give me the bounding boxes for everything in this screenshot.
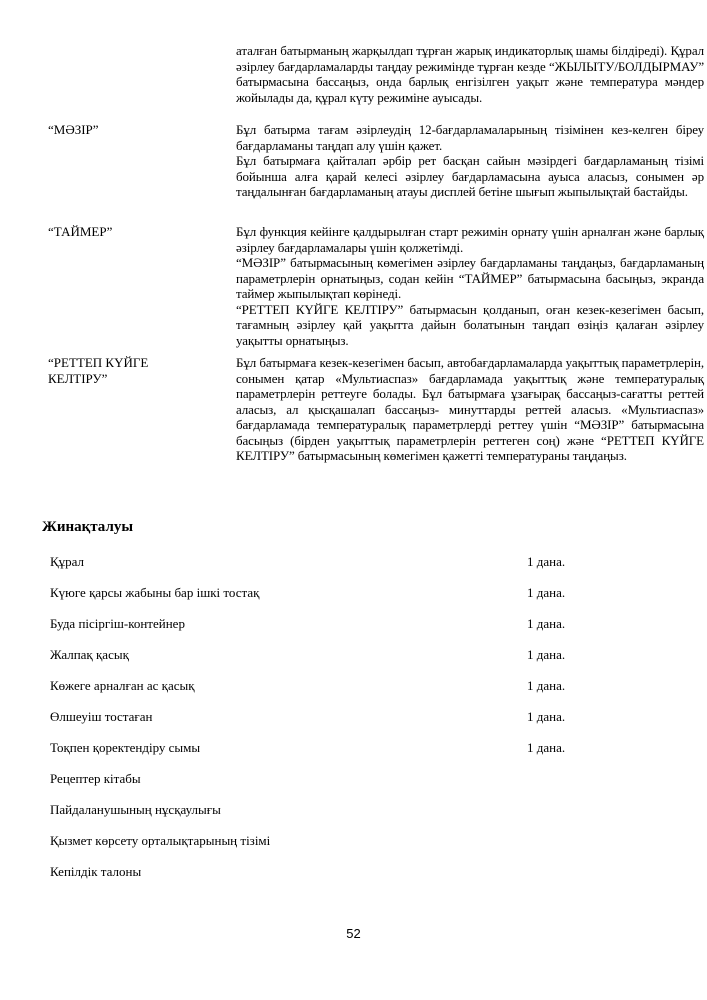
function-description [236,355,704,464]
kit-item-name: Құрал [50,554,85,569]
kit-item-name: Күюге қарсы жабыны бар ішкі тостақ [50,585,260,600]
function-paragraph: Бұл батырмаға кезек-кезегімен басып, автобағдарламаларда уақыттық параметрлерін, сонымен қатар «Мультиаспаз» бағдарламада уақыттық және температуралық параметрлерін реттеуге болады. Бұл батырмаға ұзағырақ бассаңыз-сағатты реттей аласыз, ал қысқашалап бассаңыз- минуттарды реттей аласыз. «Мультиаспаз» бағдарламада температуралық параметрлерді реттеу үшін “МӘЗІР” батырмасына басыңыз (бірден уақыттық параметрлерін реттеген соң) және “РЕТТЕП КҮЙГЕ КЕЛТІРУ” батырмасының көмегімен қажетті температураны таңдаңыз. [236,355,704,463]
kit-section-title: Жинақталуы [42,519,134,535]
kit-item-name: Жалпақ қасық [50,647,129,662]
kit-item-qty: 1 дана. [527,709,566,724]
kit-item-name: Кепілдік талоны [50,864,142,879]
function-paragraph: Бұл батырма тағам әзірлеудің 12-бағдарламаларының тізімінен кез-келген біреу бағдарламаны таңдап алу үшін қажет. [236,122,704,153]
kit-item [50,614,650,634]
kit-item-name: Рецептер кітабы [50,771,141,786]
kit-item [50,707,650,727]
kit-item [50,676,650,696]
function-term: “ТАЙМЕР” [48,224,113,239]
function-paragraph: Бұл функция кейінге қалдырылған старт режимін орнату үшін арналған және барлық әзірлеу бағдарламалары үшін қолжетімді. [236,224,704,255]
kit-item-name: Буда пісіргіш-контейнер [50,616,185,631]
page-number: 52 [346,926,361,941]
kit-item [50,552,650,572]
function-description [236,122,704,200]
function-description [236,224,704,348]
kit-item-qty: 1 дана. [527,585,566,600]
kit-item [50,862,650,882]
function-paragraph: “МӘЗІР” батырмасының көмегімен әзірлеу бағдарламаны таңдаңыз, бағдарламаның параметрлерін орнатыңыз, содан кейін “ТАЙМЕР” батырмасына басыңыз, экранда таймер жыпылықтап көрінеді. [236,255,704,301]
kit-item-qty: 1 дана. [527,740,566,755]
kit-item [50,738,650,758]
kit-item [50,769,650,789]
kit-item [50,645,650,665]
function-term: “МӘЗІР” [48,122,99,137]
kit-item [50,831,650,851]
kit-item-qty: 1 дана. [527,647,566,662]
kit-item-name: Пайдаланушының нұсқаулығы [50,802,221,817]
function-paragraph: “РЕТТЕП КҮЙГЕ КЕЛТІРУ” батырмасын қолданып, оған кезек-кезегімен басып, тағамның әзірлеу қай уақытта дайын болатынын таңдап өзіңіз қалаған әзірлеу уақытты орнатыңыз. [236,301,704,348]
kit-item-qty: 1 дана. [527,554,566,569]
kit-item [50,800,650,820]
kit-item-name: Көжеге арналған ас қасық [50,678,195,693]
kit-item-qty: 1 дана. [527,616,566,631]
kit-item-name: Қызмет көрсету орталықтарының тізімі [50,833,271,848]
function-paragraph: Бұл батырмаға қайталап әрбір рет басқан сайын мәзірдегі бағдарламаның тізімі бойынша алға қарай келесі әзірлеу бағдарламасына ауыса аласыз, сонымен әр таңдалынған бағдарламаның атауы дисплей бетіне шығып жыпылықтай бастайды. [236,153,704,199]
kit-item-qty: 1 дана. [527,678,566,693]
kit-item-name: Өлшеуіш тостаған [50,709,153,724]
intro-paragraph: аталған батырманың жарқылдап тұрған жарық индикаторлық шамы білдіреді). Құрал әзірлеу бағдарламаларды таңдау режимінде тұрған кезде “ЖЫЛЫТУ/БОЛДЫРМАУ” батырмасына бассаңыз, онда барлық енгізілген уақыт және температура мәндер жойылады да, құрал күту режиміне ауысады. [236,43,704,105]
kit-item [50,583,650,603]
function-term: “РЕТТЕП КҮЙГЕ КЕЛТІРУ” [48,355,149,386]
kit-item-name: Тоқпен қоректендіру сымы [50,740,201,755]
